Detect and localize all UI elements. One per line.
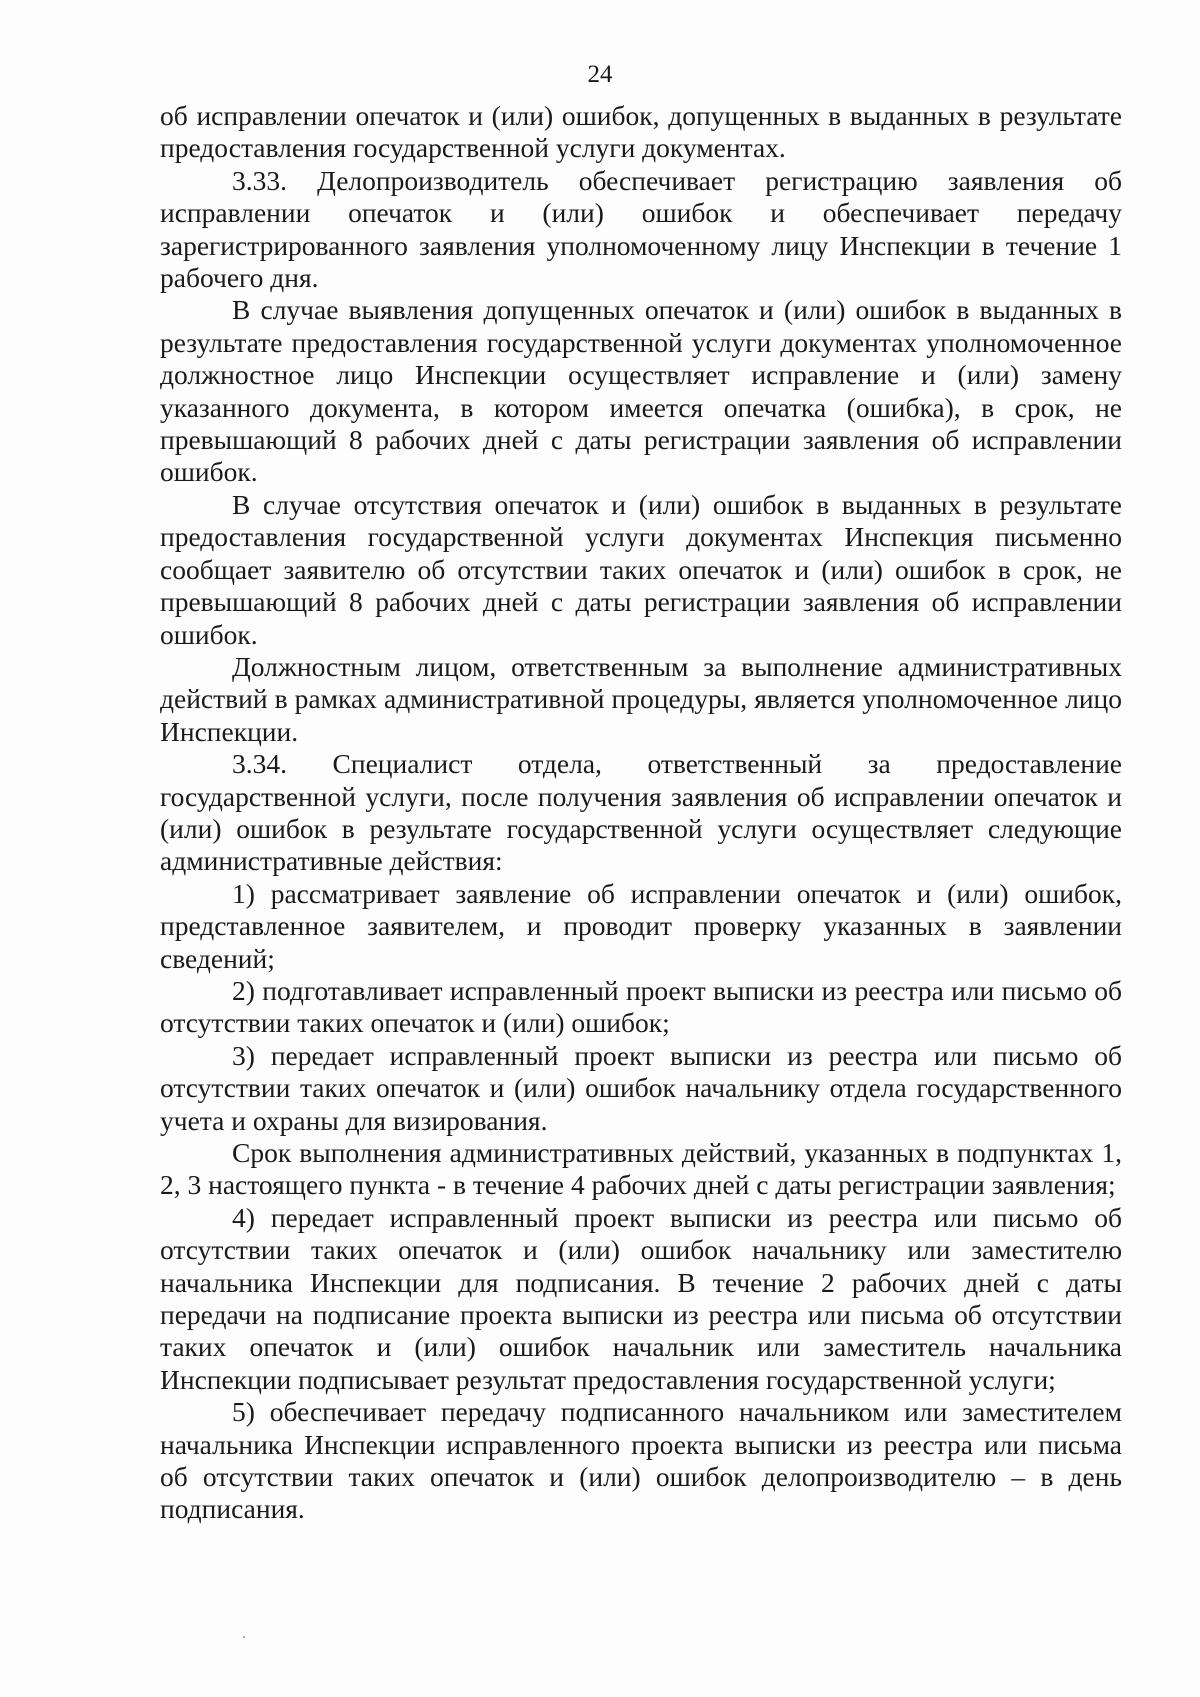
paragraph-3-34: 3.34. Специалист отдела, ответственный за предоставление государственной услуги, после получения заявления об исправлении опечаток и (или) ошибок в результате государственной услуги осуществляет следующие административные действия: — [160, 748, 1122, 877]
paragraph-3-33: 3.33. Делопроизводитель обеспечивает регистрацию заявления об исправлении опечаток и (или) ошибок и обеспечивает передачу зарегистрированного заявления уполномоченному лицу Инспекции в течение 1 рабочего дня. — [160, 164, 1122, 294]
page-number: 24 — [587, 61, 613, 88]
paragraph-no-errors: В случае отсутствия опечаток и (или) ошибок в выданных в результате предоставления государственной услуги документах Инспекция письменно сообщает заявителю об отсутствии таких опечаток и (или) ошибок в срок, не превышающий 8 рабочих дней с даты регистрации заявления об исправлении ошибок. — [160, 488, 1122, 650]
list-item-2: 2) подготавливает исправленный проект выписки из реестра или письмо об отсутствии таких опечаток и (или) ошибок; — [160, 974, 1122, 1039]
document-body — [160, 100, 1122, 1526]
paragraph-errors-found: В случае выявления допущенных опечаток и (или) ошибок в выданных в результате предоставления государственной услуги документах уполномоченное должностное лицо Инспекции осуществляет исправление и (или) замену указанного документа, в котором имеется опечатка (ошибка), в срок, не превышающий 8 рабочих дней с даты регистрации заявления об исправлении ошибок. — [160, 294, 1122, 488]
list-item-1: 1) рассматривает заявление об исправлении опечаток и (или) ошибок, представленное заявителем, и проводит проверку указанных в заявлении сведений; — [160, 877, 1122, 974]
paragraph-continuation: об исправлении опечаток и (или) ошибок, допущенных в выданных в результате предоставления государственной услуги документах. — [160, 100, 1122, 164]
paragraph-deadline: Срок выполнения административных действий, указанных в подпунктах 1, 2, 3 настоящего пункта - в течение 4 рабочих дней с даты регистрации заявления; — [160, 1137, 1122, 1201]
list-item-3: 3) передает исправленный проект выписки из реестра или письмо об отсутствии таких опечаток и (или) ошибок начальнику отдела государственного учета и охраны для визирования. — [160, 1039, 1122, 1136]
list-item-4: 4) передает исправленный проект выписки из реестра или письмо об отсутствии таких опечаток и (или) ошибок начальнику или заместителю начальника Инспекции для подписания. В течение 2 рабочих дней с даты передачи на подписание проекта выписки из реестра или письма об отсутствии таких опечаток и (или) ошибок начальник или заместитель начальника Инспекции подписывает результат предоставления государственной услуги; — [160, 1201, 1122, 1395]
scan-speck — [243, 1636, 245, 1638]
paragraph-responsible-person: Должностным лицом, ответственным за выполнение административных действий в рамках административной процедуры, является уполномоченное лицо Инспекции. — [160, 650, 1122, 747]
list-item-5: 5) обеспечивает передачу подписанного начальником или заместителем начальника Инспекции исправленного проекта выписки из реестра или письма об отсутствии таких опечаток и (или) ошибок делопроизводителю – в день подписания. — [160, 1396, 1122, 1525]
